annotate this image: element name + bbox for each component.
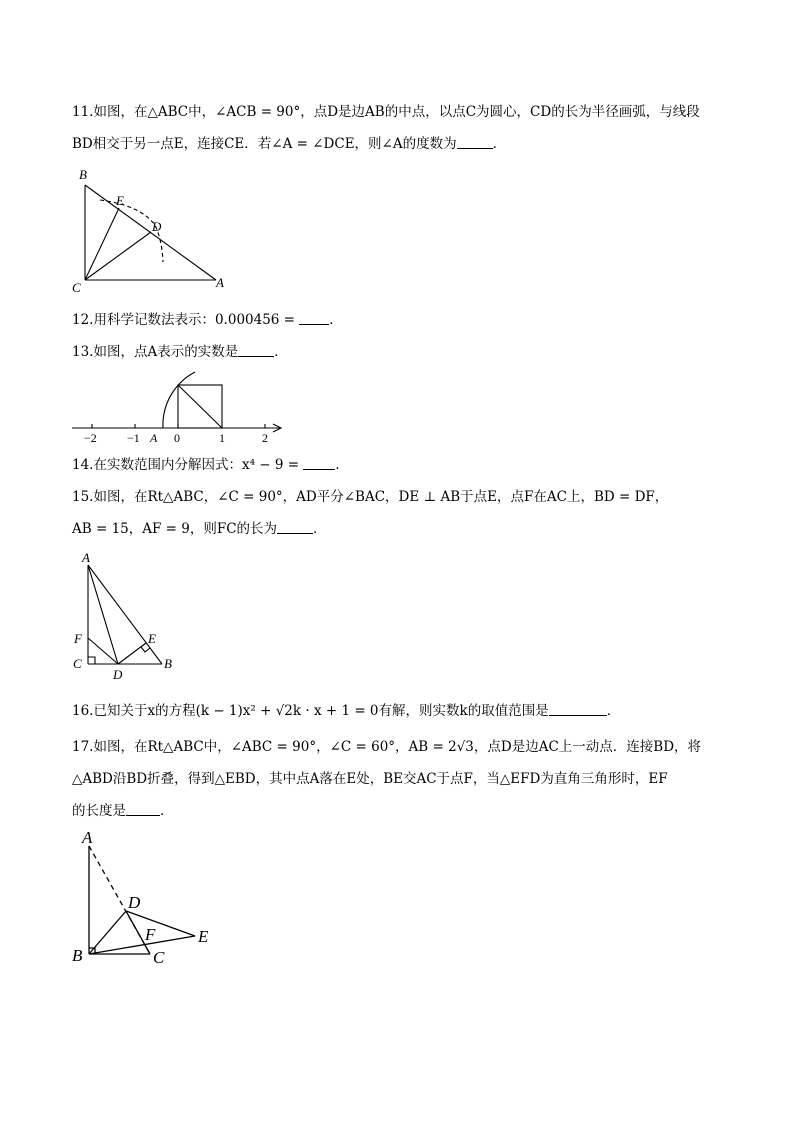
label-e: E bbox=[198, 927, 209, 946]
segment-dc bbox=[126, 911, 150, 954]
answer-blank bbox=[549, 702, 607, 716]
label-a: A bbox=[82, 828, 93, 847]
segment-de bbox=[118, 643, 146, 664]
label-b: B bbox=[79, 167, 87, 182]
label-d: D bbox=[113, 667, 123, 682]
question-12: 12.用科学记数法表示：0.000456 = ． bbox=[72, 312, 343, 328]
unit-square bbox=[178, 385, 222, 428]
question-17-line-2: △ABD沿BD折叠，得到△EBD，其中点A落在E处，BE交AC于点F，当△EFD为直角三角形时，EF bbox=[72, 771, 668, 787]
label-c: C bbox=[153, 948, 165, 967]
question-17-line-1: 17.如图，在Rt△ABC中，∠ABC = 90°，∠C = 60°，AB = 2√3，点D是边AC上一动点．连接BD，将 bbox=[72, 739, 702, 755]
right-angle-e bbox=[141, 647, 150, 652]
tick-label-2: 2 bbox=[262, 431, 268, 445]
label-d: D bbox=[128, 893, 141, 912]
question-17-line-3: 的长度是 bbox=[72, 803, 126, 819]
segment-ba bbox=[85, 185, 216, 280]
arc-dashed bbox=[100, 200, 163, 262]
question-17: 17.如图，在Rt△ABC中，∠ABC = 90°，∠C = 60°，AB = 2√3，点D是边AC上一动点．连接BD，将 △ABD沿BD折叠，得到△EBD，其中点A落在E处，BE交AC于点F，当△EFD为直角三角形时，EF 的长度是 ． bbox=[72, 731, 722, 827]
question-11: 11.如图，在△ABC中，∠ACB = 90°，点D是边AB的中点，以点C为圆心，CD的长为半径画弧，与线段 BD相交于另一点E，连接CE．若∠A = ∠DCE，则∠A的度数为 ． bbox=[72, 96, 722, 160]
label-e: E bbox=[116, 193, 124, 208]
label-a: A bbox=[150, 431, 158, 445]
label-f: F bbox=[74, 631, 82, 646]
label-a: A bbox=[82, 550, 90, 565]
answer-blank bbox=[457, 135, 493, 149]
label-c: C bbox=[72, 280, 81, 295]
tick-label-0: 0 bbox=[174, 431, 180, 445]
segment-bd bbox=[89, 911, 126, 954]
segment-fd bbox=[88, 638, 118, 664]
question-16-text: 16.已知关于x的方程(k − 1)x² + √2k · x + 1 = 0有解，则实数k的取值范围是 bbox=[72, 703, 549, 719]
segment-be bbox=[89, 936, 195, 954]
arc-compass bbox=[163, 372, 195, 428]
question-14: 14.在实数范围内分解因式：x⁴ − 9 = ． bbox=[72, 457, 349, 473]
label-d: D bbox=[152, 219, 162, 234]
segment-cd bbox=[85, 232, 151, 280]
segment-ce bbox=[85, 208, 119, 280]
question-13-text: 13.如图，点A表示的实数是 bbox=[72, 344, 239, 360]
question-11-line-2: BD相交于另一点E，连接CE．若∠A = ∠DCE，则∠A的度数为 bbox=[72, 136, 457, 152]
square-diagonal bbox=[178, 385, 222, 428]
question-15: 15.如图，在Rt△ABC，∠C = 90°，AD平分∠BAC，DE ⊥ AB于点E，点F在AC上，BD = DF， AB = 15，AF = 9，则FC的长为 ． bbox=[72, 481, 722, 545]
label-c: C bbox=[73, 656, 82, 671]
label-b: B bbox=[72, 946, 83, 965]
tick-label-minus-2: −2 bbox=[84, 431, 97, 445]
question-15-line-2: AB = 15，AF = 9，则FC的长为 bbox=[72, 521, 278, 537]
question-16: 16.已知关于x的方程(k − 1)x² + √2k · x + 1 = 0有解，则实数k的取值范围是 ． bbox=[72, 703, 621, 719]
segment-ac-dashed bbox=[89, 846, 150, 954]
question-13: 13.如图，点A表示的实数是 ． bbox=[72, 344, 288, 360]
segment-ab bbox=[88, 565, 162, 664]
answer-blank bbox=[299, 311, 329, 325]
axis-arrow bbox=[273, 424, 281, 432]
answer-blank bbox=[277, 520, 313, 534]
question-15-line-1: 15.如图，在Rt△ABC，∠C = 90°，AD平分∠BAC，DE ⊥ AB于点E，点F在AC上，BD = DF， bbox=[72, 489, 669, 505]
answer-blank bbox=[238, 343, 274, 357]
label-b: B bbox=[164, 656, 172, 671]
label-e: E bbox=[148, 631, 156, 646]
right-angle-c bbox=[88, 657, 95, 664]
answer-blank bbox=[126, 802, 160, 816]
question-11-line-1: 11.如图，在△ABC中，∠ACB = 90°，点D是边AB的中点，以点C为圆心，CD的长为半径画弧，与线段 bbox=[72, 104, 700, 120]
segment-de bbox=[126, 911, 195, 936]
label-a: A bbox=[216, 275, 224, 290]
question-14-text: 14.在实数范围内分解因式：x⁴ − 9 = bbox=[72, 457, 300, 473]
tick-label-minus-1: −1 bbox=[127, 431, 140, 445]
right-angle-b bbox=[89, 948, 95, 954]
answer-blank bbox=[303, 456, 335, 470]
question-12-text: 12.用科学记数法表示：0.000456 = bbox=[72, 312, 295, 328]
label-f: F bbox=[145, 925, 156, 944]
segment-ad bbox=[88, 565, 118, 664]
tick-label-1: 1 bbox=[219, 431, 225, 445]
